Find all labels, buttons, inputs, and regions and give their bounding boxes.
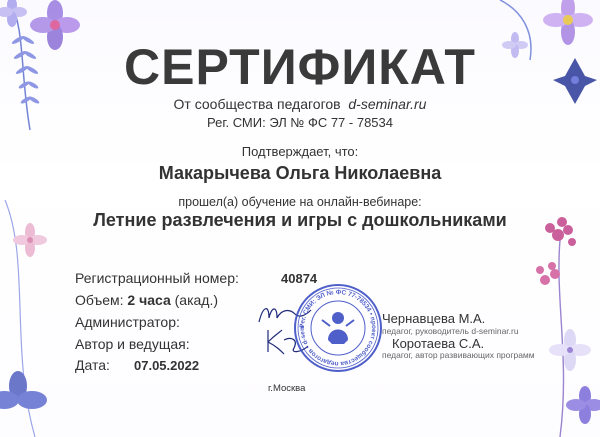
- confirms-text: Подтверждает, что:: [241, 144, 359, 159]
- volume-value: 2 часа: [127, 292, 171, 308]
- date-value: 07.05.2022: [134, 358, 200, 373]
- webinar-title: Летние развлечения и игры с дошкольниками: [93, 210, 507, 230]
- city: г.Москва: [268, 383, 306, 394]
- author-label: Автор и ведущая:: [75, 336, 190, 352]
- author-name: Коротаева С.А.: [392, 336, 485, 351]
- author-role: педагог, автор развивающих программ: [382, 350, 535, 360]
- stamp-ring-text: Рег. СМИ: ЭЛ № ФС 77-78534 • проект сообщества педагогов • d-sem: [298, 288, 378, 368]
- reg-number-label: Регистрационный номер:: [75, 270, 239, 286]
- volume-line: [75, 292, 218, 308]
- issuer-prefix: От сообщества педагогов: [173, 96, 341, 112]
- admin-name: Чернавцева М.А.: [382, 311, 486, 326]
- passed-text: прошел(а) обучение на онлайн-вебинаре:: [178, 195, 422, 209]
- stamp-emblem-icon: [322, 312, 354, 344]
- media-registration: Рег. СМИ: ЭЛ № ФС 77 - 78534: [206, 115, 393, 130]
- recipient-name: Макарычева Ольга Николаевна: [158, 163, 442, 183]
- issuer-line: [0, 96, 600, 112]
- organization-stamp: [292, 282, 384, 374]
- right-side-flowers-decoration: [500, 200, 600, 437]
- admin-label: Администратор:: [75, 314, 180, 330]
- admin-role: педагог, руководитель d-seminar.ru: [382, 326, 519, 336]
- reg-number-value: 40874: [281, 271, 318, 286]
- volume-suffix: (акад.): [174, 292, 219, 308]
- left-side-flowers-decoration: [0, 200, 70, 437]
- issuer-site: d-seminar.ru: [348, 96, 427, 112]
- volume-label: Объем:: [75, 292, 124, 308]
- date-label: Дата:: [75, 357, 110, 373]
- certificate-title: СЕРТИФИКАТ: [124, 39, 476, 95]
